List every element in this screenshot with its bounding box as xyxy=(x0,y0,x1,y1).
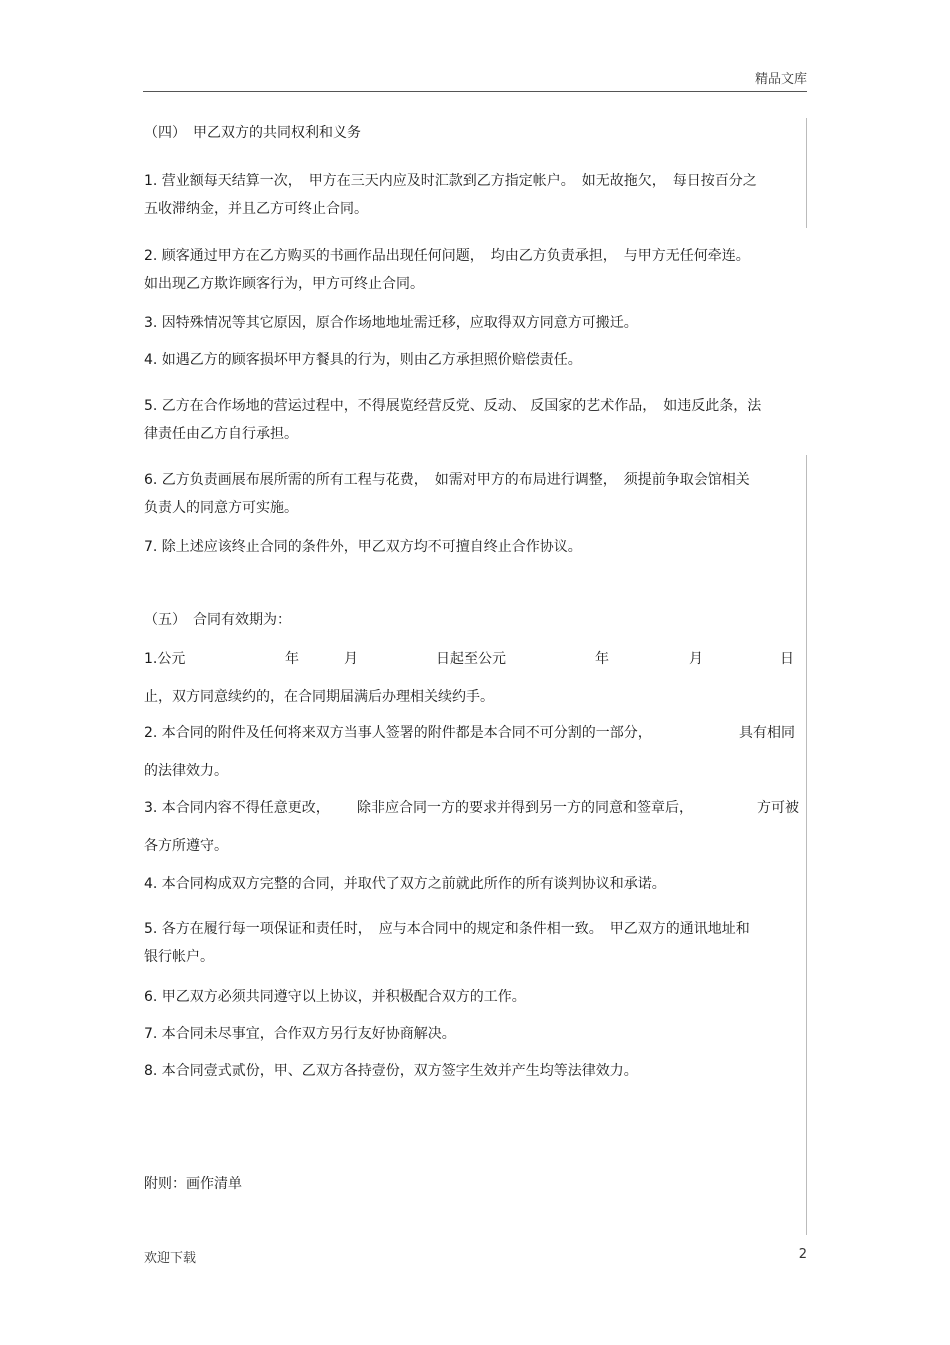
footer-left: 欢迎下载 xyxy=(144,1251,197,1266)
section5-item1-part: 年 xyxy=(285,651,299,667)
section5-item2-left: 2. 本合同的附件及任何将来双方当事人签署的附件都是本合同不可分割的一部分， xyxy=(144,725,652,741)
section5-item2-line2: 的法律效力。 xyxy=(144,763,228,779)
section5-item3-line2: 各方所遵守。 xyxy=(144,838,228,854)
header-brand: 精品文库 xyxy=(754,72,807,87)
section5-item1-part: 月 xyxy=(344,651,358,667)
section5-item1-part: 1.公元 xyxy=(144,651,186,667)
section5-item8: 8. 本合同壹式贰份，甲、乙双方各持壹份，双方签字生效并产生均等法律效力。 xyxy=(144,1063,638,1079)
section5-item2-right: 具有相同 xyxy=(739,725,795,741)
section4-item1-line1: 1. 营业额每天结算一次， 甲方在三天内应及时汇款到乙方指定帐户。 如无故拖欠， 每日按百分之 xyxy=(144,173,757,189)
section5-item3-mid: 除非应合同一方的要求并得到另一方的同意和签章后， xyxy=(357,800,693,816)
section5-item1-part: 月 xyxy=(689,651,703,667)
section4-item6-line2: 负责人的同意方可实施。 xyxy=(144,500,298,516)
section4-item4: 4. 如遇乙方的顾客损坏甲方餐具的行为，则由乙方承担照价赔偿责任。 xyxy=(144,352,582,368)
section4-item7: 7. 除上述应该终止合同的条件外，甲乙双方均不可擅自终止合作协议。 xyxy=(144,539,582,555)
section4-item1-line2: 五收滞纳金，并且乙方可终止合同。 xyxy=(144,201,368,217)
appendix-label: 附则：画作清单 xyxy=(144,1176,242,1192)
section4-item5-line1: 5. 乙方在合作场地的营运过程中，不得展览经营反党、反动、 反国家的艺术作品， 如违反此条，法 xyxy=(144,398,762,414)
page-number: 2 xyxy=(798,1247,807,1262)
section4-item3: 3. 因特殊情况等其它原因，原合作场地地址需迁移，应取得双方同意方可搬迁。 xyxy=(144,315,638,331)
header-rule xyxy=(143,91,807,92)
section4-item2-line1: 2. 顾客通过甲方在乙方购买的书画作品出现任何问题， 均由乙方负责承担， 与甲方无任何牵连。 xyxy=(144,248,750,264)
section4-title: （四） 甲乙双方的共同权利和义务 xyxy=(144,125,361,141)
section5-item6: 6. 甲乙双方必须共同遵守以上协议，并积极配合双方的工作。 xyxy=(144,989,526,1005)
section5-item7: 7. 本合同未尽事宜，合作双方另行友好协商解决。 xyxy=(144,1026,456,1042)
section5-item1-part: 日 xyxy=(780,651,794,667)
section4-item5-line2: 律责任由乙方自行承担。 xyxy=(144,426,298,442)
section5-item1-part: 年 xyxy=(595,651,609,667)
margin-line xyxy=(806,455,807,1235)
section4-item6-line1: 6. 乙方负责画展布展所需的所有工程与花费， 如需对甲方的布局进行调整， 须提前争取会馆相关 xyxy=(144,472,750,488)
margin-line xyxy=(806,118,807,228)
section5-item4: 4. 本合同构成双方完整的合同，并取代了双方之前就此所作的所有谈判协议和承诺。 xyxy=(144,876,666,892)
section5-item1-line2: 止，双方同意续约的，在合同期届满后办理相关续约手。 xyxy=(144,689,494,705)
section5-item1-part: 日起至公元 xyxy=(436,651,506,667)
section4-item2-line2: 如出现乙方欺诈顾客行为，甲方可终止合同。 xyxy=(144,276,424,292)
section5-title: （五） 合同有效期为： xyxy=(144,612,291,628)
section5-item3-right: 方可被 xyxy=(757,800,799,816)
section5-item5-line1: 5. 各方在履行每一项保证和责任时， 应与本合同中的规定和条件相一致。 甲乙双方的通讯地址和 xyxy=(144,921,750,937)
section5-item5-line2: 银行帐户。 xyxy=(144,949,214,965)
section5-item3-left: 3. 本合同内容不得任意更改， xyxy=(144,800,330,816)
